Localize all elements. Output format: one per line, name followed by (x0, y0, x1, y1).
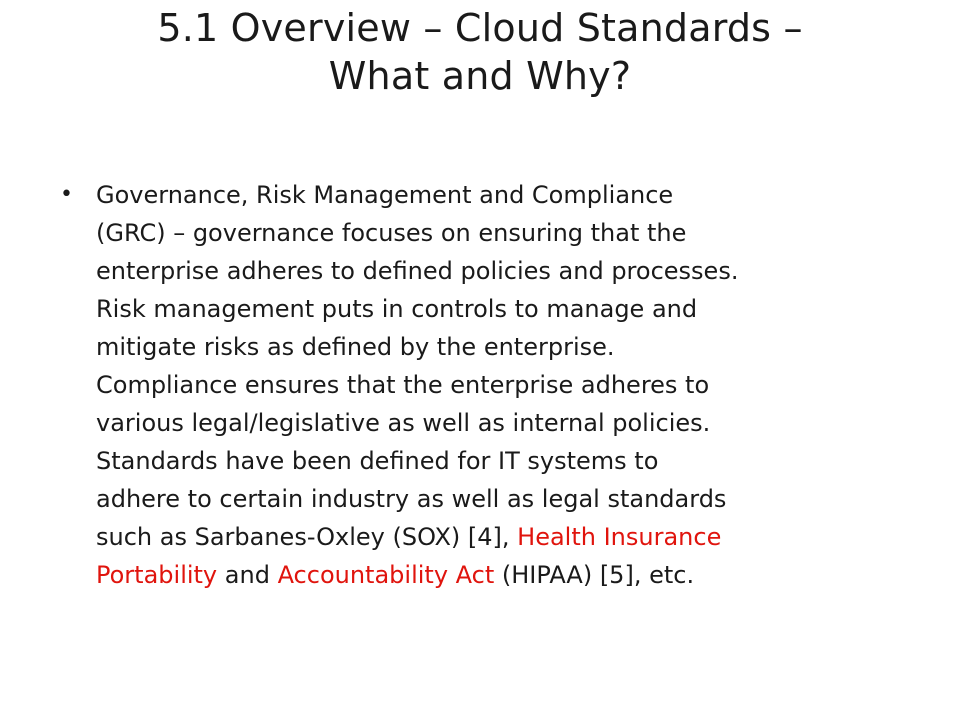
bullet-line: (GRC) – governance focuses on ensuring that the (96, 219, 687, 247)
line-10-prefix: such as Sarbanes-Oxley (SOX) [4], (96, 523, 518, 551)
bullet-dot-icon: • (60, 182, 73, 207)
bullet-line-10 (96, 518, 900, 556)
bullet-text (96, 176, 900, 594)
slide-title-line-1: 5.1 Overview – Cloud Standards – (157, 6, 803, 50)
bullet-line: Risk management puts in controls to manage and (96, 295, 698, 323)
slide-title (60, 4, 900, 100)
bullet-line: Governance, Risk Management and Compliance (96, 181, 674, 209)
line-11-suffix: (HIPAA) [5], etc. (494, 561, 695, 589)
hipaa-link-part-3[interactable]: Accountability Act (277, 561, 495, 589)
bullet-line: enterprise adheres to defined policies and processes. (96, 257, 739, 285)
hipaa-link-part-1[interactable]: Health Insurance (517, 523, 722, 551)
line-11-middle: and (217, 561, 278, 589)
bullet-line: various legal/legislative as well as internal policies. (96, 409, 711, 437)
bullet-line: adhere to certain industry as well as legal standards (96, 485, 727, 513)
bullet-line: mitigate risks as defined by the enterprise. (96, 333, 615, 361)
bullet-line: Standards have been defined for IT systems to (96, 447, 659, 475)
hipaa-link-part-2[interactable]: Portability (96, 561, 218, 589)
bullet-line: Compliance ensures that the enterprise adheres to (96, 371, 710, 399)
bullet-line-11 (96, 556, 900, 594)
slide-title-line-2: What and Why? (328, 54, 632, 98)
